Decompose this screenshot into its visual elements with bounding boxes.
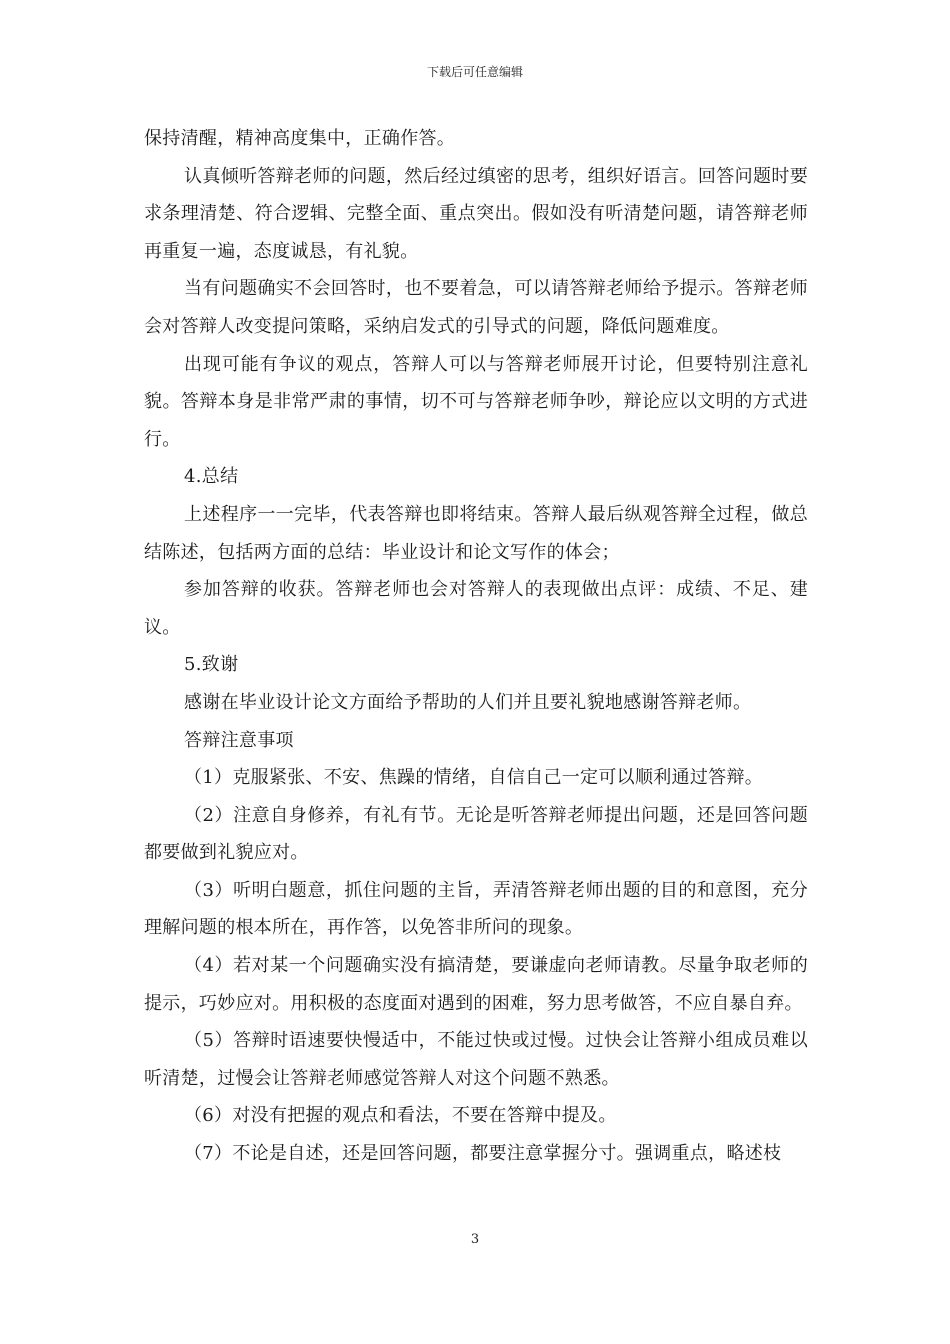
list-item: （5）答辩时语速要快慢适中，不能过快或过慢。过快会让答辩小组成员难以听清楚，过慢会让答辩老师感觉答辩人对这个问题不熟悉。 <box>144 1030 808 1089</box>
page-header: 下载后可任意编辑 <box>426 65 523 79</box>
paragraph: 保持清醒，精神高度集中，正确作答。 <box>144 128 456 149</box>
paragraph: 感谢在毕业设计论文方面给予帮助的人们并且要礼貌地感谢答辩老师。 <box>184 691 752 713</box>
list-item: （1）克服紧张、不安、焦躁的情绪，自信自己一定可以顺利通过答辩。 <box>184 767 764 789</box>
list-item: （7）不论是自述，还是回答问题，都要注意掌握分寸。强调重点，略述枝 <box>184 1143 782 1165</box>
list-item: （2）注意自身修养，有礼有节。无论是听答辩老师提出问题，还是回答问题都要做到礼貌应对。 <box>144 804 808 864</box>
paragraph: 当有问题确实不会回答时，也不要着急，可以请答辩老师给予提示。答辩老师会对答辩人改变提问策略，采纳启发式的引导式的问题，降低问题难度。 <box>144 278 808 337</box>
paragraph: 出现可能有争议的观点，答辩人可以与答辩老师展开讨论，但要特别注意礼貌。答辩本身是非常严肃的事情，切不可与答辩老师争吵，辩论应以文明的方式进行。 <box>144 353 808 450</box>
paragraph: 上述程序一一完毕，代表答辩也即将结束。答辩人最后纵观答辩全过程，做总结陈述，包括两方面的总结：毕业设计和论文写作的体会； <box>144 503 808 563</box>
list-item: （4）若对某一个问题确实没有搞清楚，要谦虚向老师请教。尽量争取老师的提示，巧妙应对。用积极的态度面对遇到的困难，努力思考做答，不应自暴自弃。 <box>144 955 808 1014</box>
list-item: （6）对没有把握的观点和看法，不要在答辩中提及。 <box>184 1105 617 1127</box>
section-heading-summary: 4.总结 <box>184 466 239 488</box>
section-heading-notes: 答辩注意事项 <box>184 729 294 751</box>
paragraph: 参加答辩的收获。答辩老师也会对答辩人的表现做出点评：成绩、不足、建议。 <box>144 579 808 638</box>
paragraph: 认真倾听答辩老师的问题，然后经过缜密的思考，组织好语言。回答问题时要求条理清楚、符合逻辑、完整全面、重点突出。假如没有听清楚问题，请答辩老师再重复一遍，态度诚恳，有礼貌。 <box>144 165 808 262</box>
document-body <box>144 120 808 1173</box>
section-heading-thanks: 5.致谢 <box>184 654 239 676</box>
list-item: （3）听明白题意，抓住问题的主旨，弄清答辩老师出题的目的和意图，充分理解问题的根本所在，再作答，以免答非所问的现象。 <box>144 879 808 939</box>
page-number: 3 <box>470 1232 480 1247</box>
